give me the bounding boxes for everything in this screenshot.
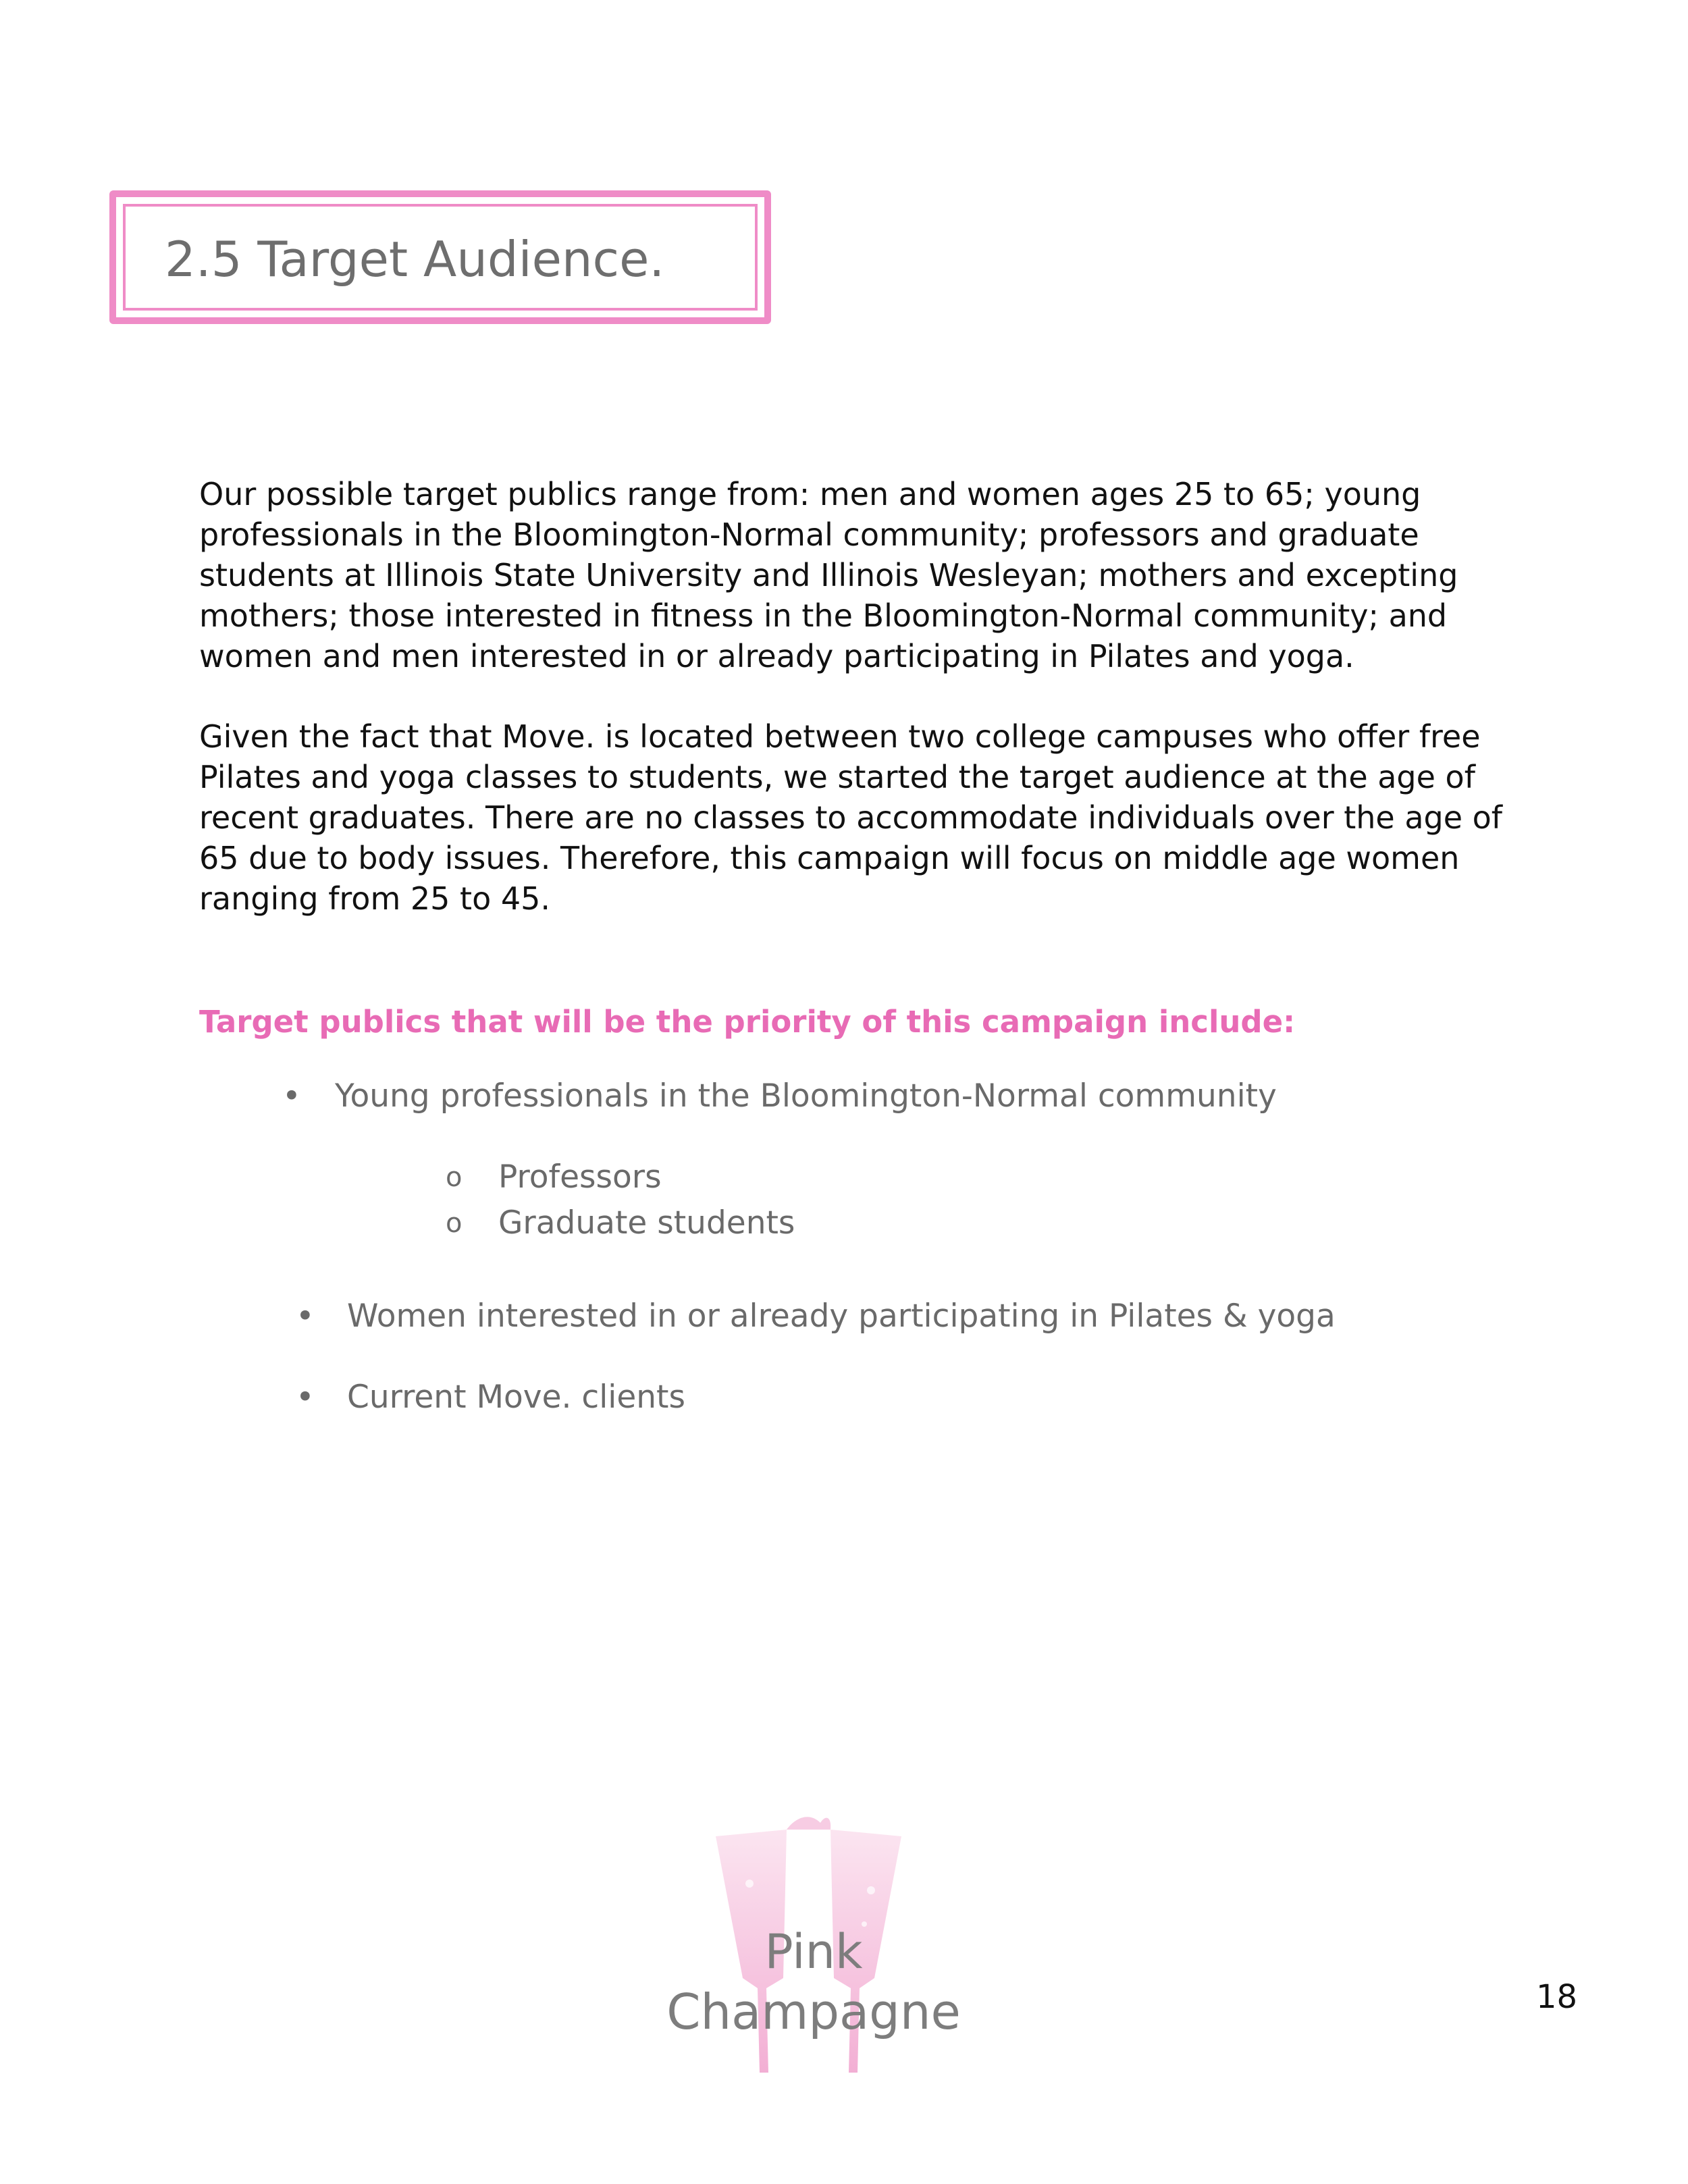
list-item-text: Current Move. clients	[347, 1379, 685, 1416]
sub-bullet-icon: o	[446, 1162, 463, 1193]
bullet-icon: •	[282, 1077, 301, 1115]
paragraph-rationale: Given the fact that Move. is located between two college campuses who offer free Pilates and yoga classes to students, we started the target audience at the age of recent graduates. There are no classes to accommodate individuals over the age of 65 due to body issues. Therefore, this campaign will focus on middle age women ranging from 25 to 45.	[199, 718, 1503, 917]
priority-heading: Target publics that will be the priority of this campaign include:	[199, 1004, 1296, 1040]
logo-text-line2: Champagne	[666, 1983, 961, 2040]
section-heading: 2.5 Target Audience.	[165, 231, 665, 288]
bullet-icon: •	[296, 1379, 315, 1416]
sub-bullet-icon: o	[446, 1208, 463, 1239]
list-item-text: Young professionals in the Bloomington-Normal community	[335, 1077, 1277, 1115]
logo-text-line1: Pink	[764, 1924, 863, 1979]
list-item-text: Women interested in or already participating in Pilates & yoga	[347, 1298, 1336, 1335]
page-number: 18	[1536, 1978, 1578, 2016]
paragraph-target-publics: Our possible target publics range from: men and women ages 25 to 65; young professionals in the Bloomington-Normal community; professors and graduate students at Illinois State University and Illinois Wesleyan; mothers and excepting mothers; those interested in fitness in the Bloomington-Normal community; and women and men interested in or already participating in Pilates and yoga.	[199, 476, 1458, 674]
section-heading-box	[109, 190, 771, 324]
bullet-icon: •	[296, 1298, 315, 1335]
list-subitem-text: Graduate students	[498, 1204, 795, 1242]
pink-champagne-logo	[648, 1809, 972, 2079]
list-subitem-text: Professors	[498, 1158, 662, 1196]
